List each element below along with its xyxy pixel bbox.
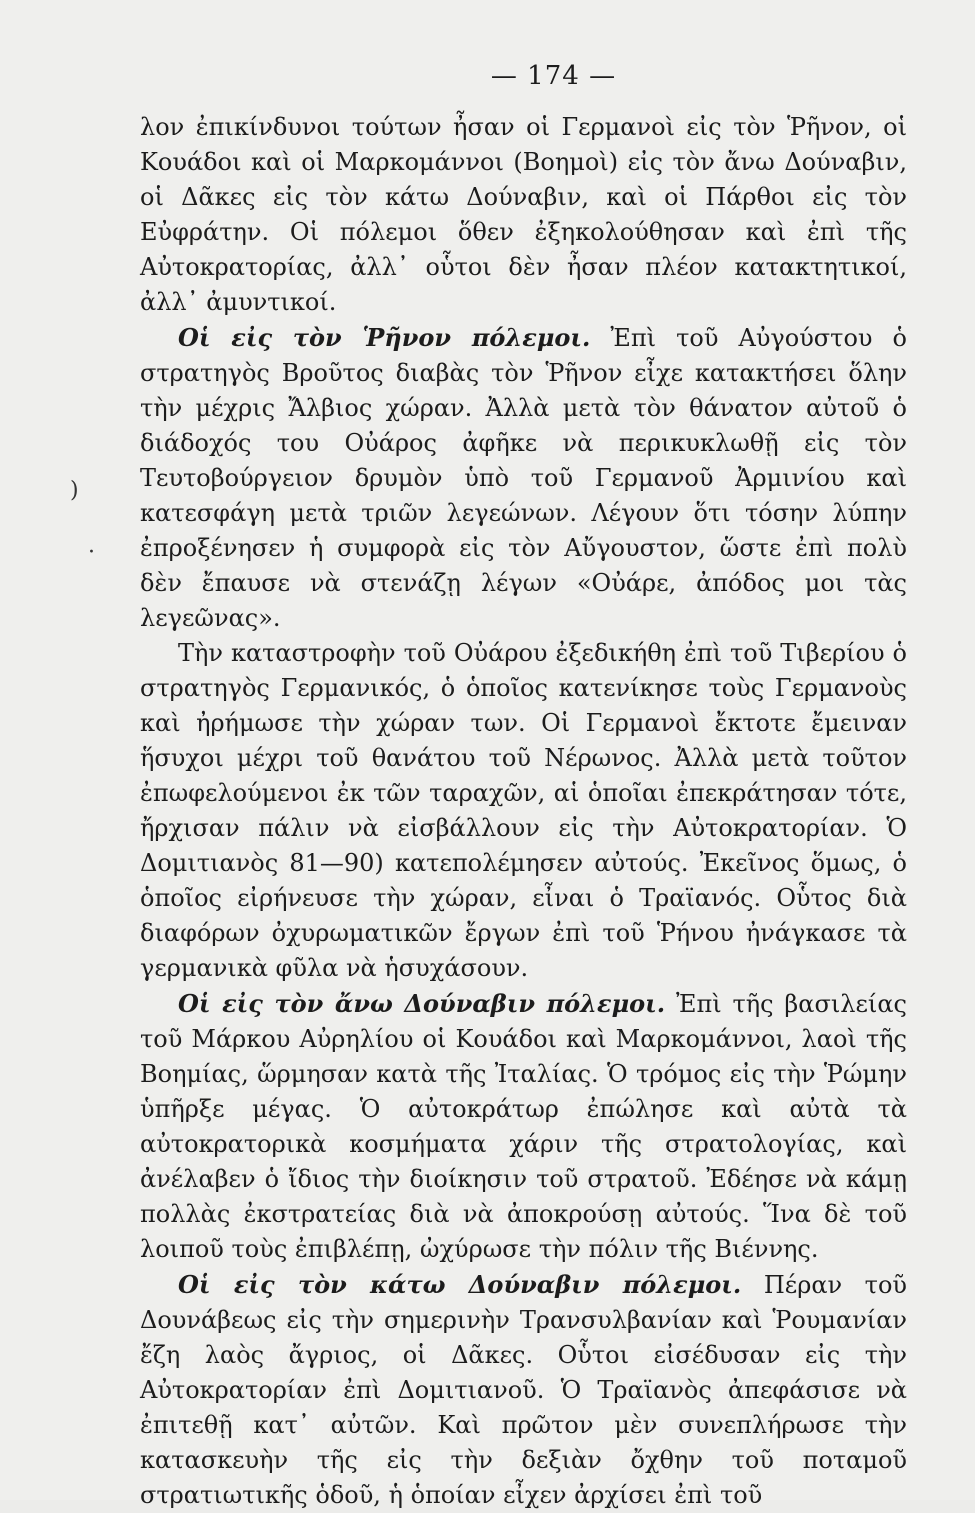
paragraph-lower-danube <box>140 1267 907 1513</box>
section-heading-upper-danube: Οἱ εἰς τὸν ἄνω Δούναβιν πόλεμοι. <box>178 989 666 1018</box>
paragraph-text: Πέραν τοῦ Δουνάβεως εἰς τὴν σημερινὴν Τρανσυλβανίαν καὶ Ῥουμανίαν ἔζη λαὸς ἄγριος, οἱ Δᾶκες. Οὗτοι εἰσέδυσαν εἰς τὴν Αὐτοκρατορίαν ἐπὶ Δομιτιανοῦ. Ὁ Τραϊανὸς ἀπεφάσισε νὰ ἐπιτεθῇ κατ᾽ αὐτῶν. Καὶ πρῶτον μὲν συνεπλήρωσε τὴν κατασκευὴν τῆς εἰς τὴν δεξιὰν ὄχθην τοῦ ποταμοῦ στρατιωτικῆς ὁδοῦ, ἡ ὁποίαν εἶχεν ἀρχίσει ἐπὶ τοῦ <box>140 1271 908 1509</box>
margin-dot-mark: · <box>88 540 95 565</box>
paragraph-upper-danube <box>140 986 907 1267</box>
paragraph-text: λον ἐπικίνδυνοι τούτων ἦσαν οἱ Γερμανοὶ εἰς τὸν Ῥῆνον, οἱ Κουάδοι καὶ οἱ Μαρκομάννοι (Βοημοὶ) εἰς τὸν ἄνω Δούναβιν, οἱ Δᾶκες εἰς τὸν κάτω Δούναβιν, καὶ οἱ Πάρθοι εἰς τὸν Εὐφράτην. Οἱ πόλεμοι ὅθεν ἐξηκολούθησαν καὶ ἐπὶ τῆς Αὐτοκρατορίας, ἀλλ᾽ οὗτοι δὲν ἦσαν πλέον κατακτητικοί, ἀλλ᾽ ἀμυντικοί. <box>140 113 907 316</box>
paragraph-text: Ἐπὶ τῆς βασιλείας τοῦ Μάρκου Αὐρηλίου οἱ Κουάδοι καὶ Μαρκομάννοι, λαοὶ τῆς Βοημίας, ὥρμησαν κατὰ τῆς Ἰταλίας. Ὁ τρόμος εἰς τὴν Ῥώμην ὑπῆρξε μέγας. Ὁ αὐτοκράτωρ ἐπώλησε καὶ αὐτὰ τὰ αὐτοκρατορικὰ κοσμήματα χάριν τῆς στρατολογίας, καὶ ἀνέλαβεν ὁ ἴδιος τὴν διοίκησιν τοῦ στρατοῦ. Ἐδέησε νὰ κάμῃ πολλὰς ἐκστρατείας διὰ νὰ ἀποκρούσῃ αὐτούς. Ἵνα δὲ τοῦ λοιποῦ τοὺς ἐπιβλέπῃ, ὠχύρωσε τὴν πόλιν τῆς Βιέννης. <box>140 990 907 1263</box>
paragraph-rhine-wars <box>140 320 907 636</box>
paragraph-varus-revenge <box>140 636 907 986</box>
page-number: — 174 — <box>490 61 617 91</box>
body-text <box>140 110 907 1513</box>
section-heading-lower-danube: Οἱ εἰς τὸν κάτω Δούναβιν πόλεμοι. <box>178 1270 742 1299</box>
paragraph-text: Τὴν καταστροφὴν τοῦ Οὐάρου ἐξεδικήθη ἐπὶ τοῦ Τιβερίου ὁ στρατηγὸς Γερμανικός, ὁ ὁποῖος κατενίκησε τοὺς Γερμανοὺς καὶ ἠρήμωσε τὴν χώραν των. Οἱ Γερμανοὶ ἔκτοτε ἔμειναν ἥσυχοι μέχρι τοῦ θανάτου τοῦ Νέρωνος. Ἀλλὰ μετὰ τοῦτον ἐπωφελούμενοι ἐκ τῶν ταραχῶν, αἱ ὁποῖαι ἐπεκράτησαν τότε, ἤρχισαν πάλιν νὰ εἰσβάλλουν εἰς τὴν Αὐτοκρατορίαν. Ὁ Δομιτιανὸς 81—90) κατεπολέμησεν αὐτούς. Ἐκεῖνος ὅμως, ὁ ὁποῖος εἰρήνευσε τὴν χώραν, εἶναι ὁ Τραϊανός. Οὗτος διὰ διαφόρων ὀχυρωματικῶν ἔργων ἐπὶ τοῦ Ῥήνου ἠνάγκασε τὰ γερμανικὰ φῦλα νὰ ἡσυχάσουν. <box>140 639 907 982</box>
paragraph-intro <box>140 110 907 320</box>
section-heading-rhine: Οἱ εἰς τὸν Ῥῆνον πόλεμοι. <box>178 323 591 352</box>
margin-pencil-mark: ) <box>70 478 79 503</box>
paragraph-text: Ἐπὶ τοῦ Αὐγούστου ὁ στρατηγὸς Βροῦτος διαβὰς τὸν Ῥῆνον εἶχε κατακτήσει ὅλην τὴν μέχρις Ἄλβιος χώραν. Ἀλλὰ μετὰ τὸν θάνατον αὐτοῦ ὁ διάδοχός του Οὐάρος ἀφῆκε νὰ περικυκλωθῇ εἰς τὸν Τευτοβούργειον δρυμὸν ὑπὸ τοῦ Γερμανοῦ Ἀρμινίου καὶ κατεσφάγη μετὰ τριῶν λεγεώνων. Λέγουν ὅτι τόσην λύπην ἐπροξένησεν ἡ συμφορὰ εἰς τὸν Αὔγουστον, ὥστε ἐπὶ πολὺ δὲν ἔπαυσε νὰ στενάζῃ λέγων «Οὐάρε, ἀπόδος μοι τὰς λεγεῶνας». <box>140 324 907 632</box>
